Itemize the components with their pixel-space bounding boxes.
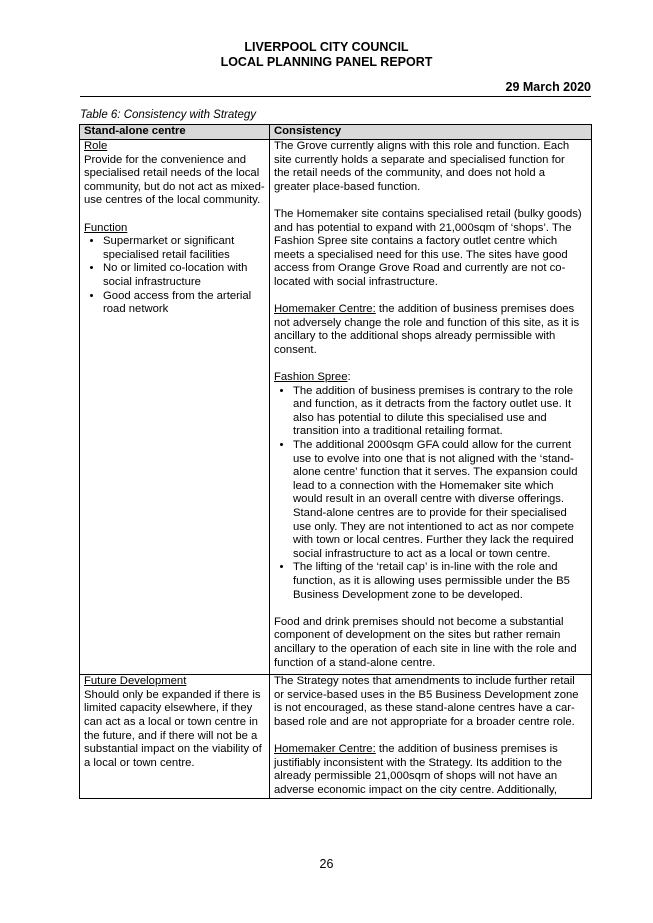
list-item: • The additional 2000sqm GFA could allow for the current use to evolve into one that is not aligned with the ‘stand-alone centre’ function that it serves. The expansion could lead to a connection with the Homemaker site which would result in an overall centre with diverse offerings. Stand-alone centres are to provide for their specialised use only. They are not intentioned to act as nor compete with town or local centres. Further they lack the required social infrastructure to act as a local or town centre. <box>293 439 583 561</box>
table-header-row <box>80 125 592 140</box>
function-list <box>84 235 265 317</box>
homemaker-site-paragraph: The Homemaker site contains specialised retail (bulky goods) and has potential to expand with 21,000sqm of ‘shops’. The Fashion Spree site contains a factory outlet centre which meets a specialised need for this use. The sites have good access from Orange Grove Road and currently are not co-located with social infrastructure. <box>274 207 582 288</box>
role-text: Provide for the convenience and specialised retail needs of the local community, but do not act as mixed-use centres of the local community. <box>84 153 265 207</box>
col-header-consistency: Consistency <box>270 125 592 140</box>
report-title: LOCAL PLANNING PANEL REPORT <box>220 55 433 69</box>
homemaker-future-label: Homemaker Centre: <box>274 743 376 756</box>
strategy-paragraph: The Strategy notes that amendments to include further retail or service-based uses in the B5 Business Development zone is not encouraged, as these stand-alone centres have a car-based role and are not appropriate for a broader centre role. <box>274 675 579 728</box>
table-row <box>80 140 592 675</box>
table-caption: Table 6: Consistency with Strategy <box>80 109 256 121</box>
list-item: • No or limited co-location with social infrastructure <box>103 262 265 289</box>
role-heading: Role <box>84 140 108 152</box>
list-item: • The lifting of the ‘retail cap’ is in-line with the role and function, as it is allowing uses permissible under the B5 Business Development zone to be developed. <box>293 561 583 602</box>
food-drink-paragraph: Food and drink premises should not become a substantial component of development on the sites but rather remain ancillary to the operation of each site in line with the role and function of a stand-alone centre. <box>274 615 577 669</box>
list-item: • Good access from the arterial road network <box>103 290 265 317</box>
table-row <box>80 675 592 798</box>
header-rule <box>80 96 591 97</box>
future-consistency-cell <box>270 675 592 798</box>
list-item: • Supermarket or significant specialised retail facilities <box>103 235 265 262</box>
list-item: • The addition of business premises is contrary to the role and function, as it detracts from the factory outlet use. It also has potential to dilute this specialised use and transition into a traditional retailing format. <box>293 385 583 439</box>
homemaker-text: the addition of business premises does not adversely change the role and function of this site, as it is ancillary to the additional shops already permissible with consent. <box>274 303 580 356</box>
fashion-label: Fashion Spree <box>274 371 348 384</box>
fashion-list <box>274 385 583 603</box>
role-cell <box>80 140 270 675</box>
page-number: 26 <box>319 857 334 871</box>
homemaker-future-paragraph <box>274 743 583 797</box>
grove-paragraph: The Grove currently aligns with this role and function. Each site currently holds a separate and specialised function for the retail needs of the community, and does not hold a greater place-based function. <box>274 140 570 193</box>
future-development-cell <box>80 675 270 798</box>
report-date: 29 March 2020 <box>505 80 591 94</box>
homemaker-future-text: the addition of business premises is justifiably inconsistent with the Strategy. Its addition to the already permissible 21,000sqm of shops will not have an adverse economic impact on the city centre. Additionally, <box>274 743 563 796</box>
fashion-heading <box>274 371 583 385</box>
fashion-colon: : <box>347 371 351 384</box>
function-heading: Function <box>84 221 128 234</box>
future-text: Should only be expanded if there is limited capacity elsewhere, if they can act as a local or town centre in the future, and if there will not be a substantial impact on the viability of a local or town centre. <box>84 688 262 769</box>
future-heading: Future Development <box>84 675 187 688</box>
homemaker-paragraph <box>274 303 583 357</box>
consistency-table <box>79 124 592 799</box>
col-header-centre: Stand-alone centre <box>80 125 270 140</box>
role-consistency-cell <box>270 140 592 675</box>
council-name: LIVERPOOL CITY COUNCIL <box>244 40 409 54</box>
homemaker-label: Homemaker Centre: <box>274 303 376 316</box>
